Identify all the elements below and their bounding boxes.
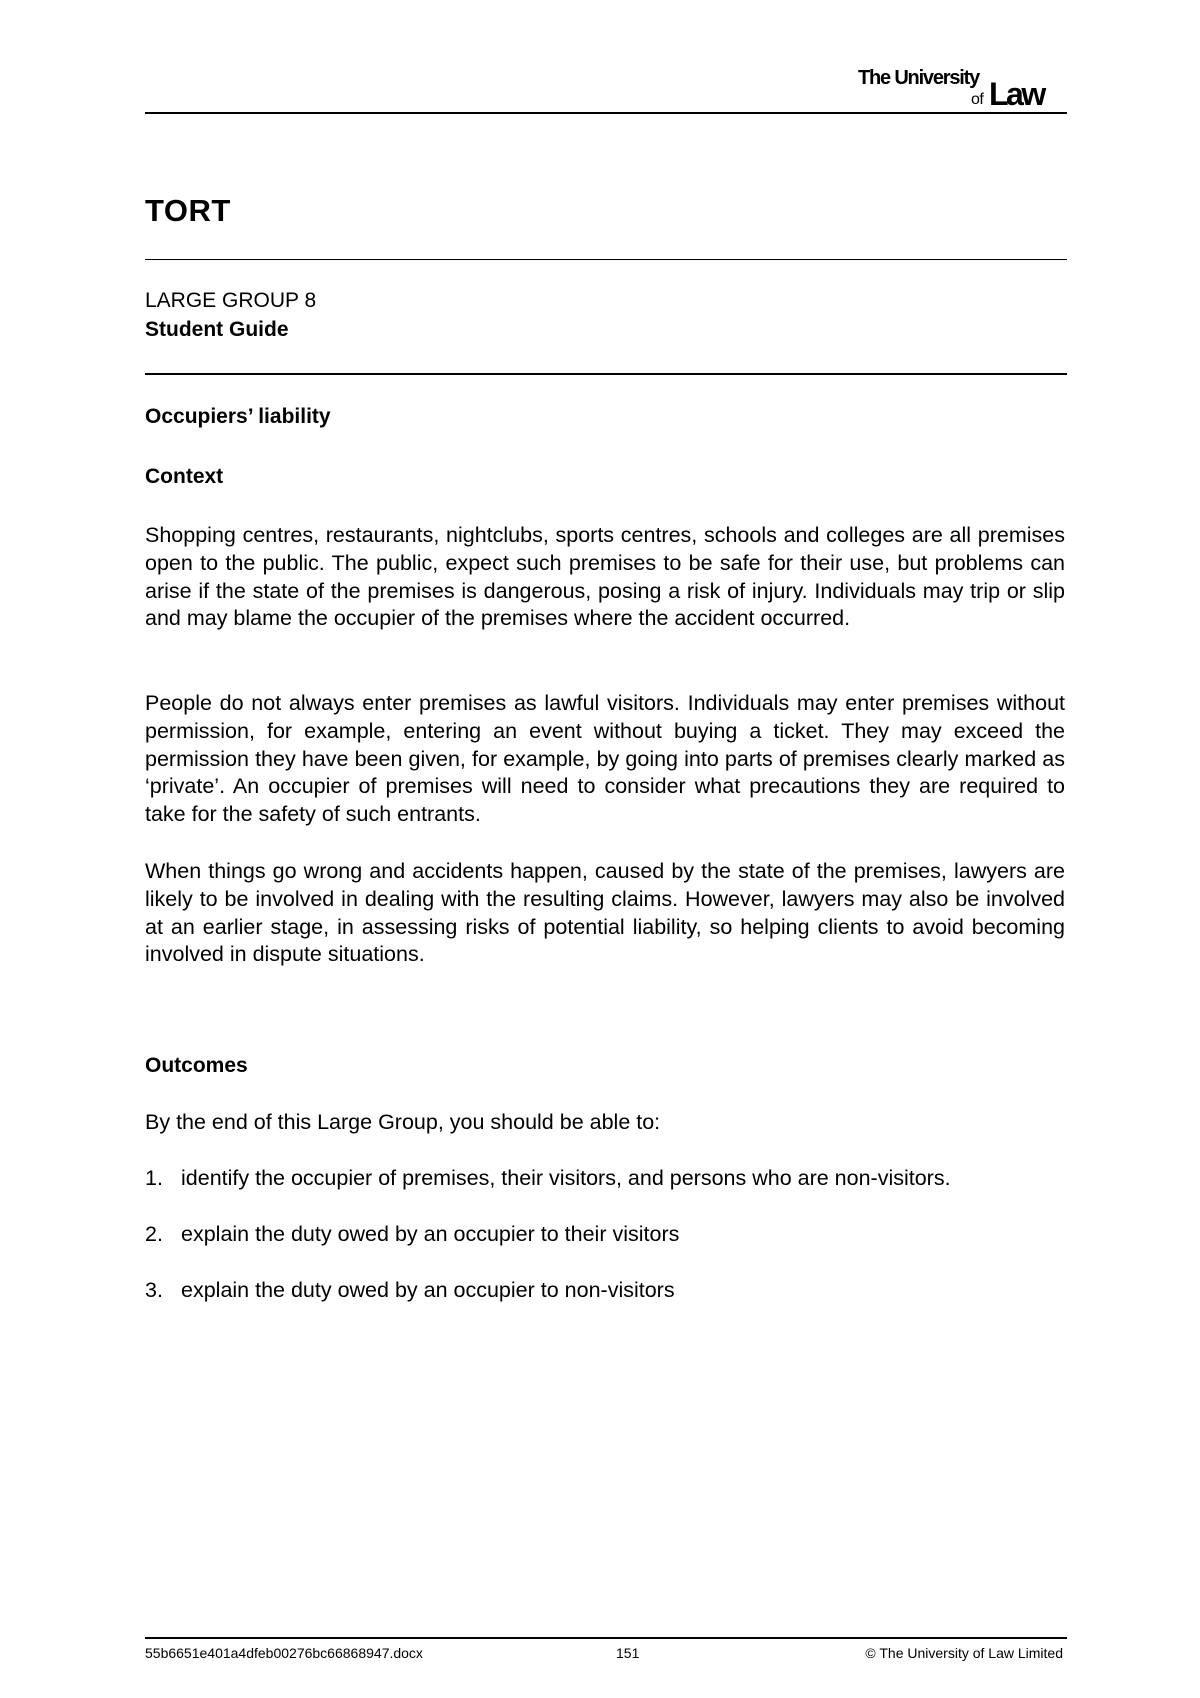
context-paragraph-1: Shopping centres, restaurants, nightclubs, sports centres, schools and colleges are all premises open to the public. The public, expect such premises to be safe for their use, but problems can arise if the state of the premises is dangerous, posing a risk of injury. Individuals may trip or slip and may blame the occupier of the premises where the accident occurred. [145, 523, 1065, 631]
context-paragraph-3: When things go wrong and accidents happen, caused by the state of the premises, lawyers are likely to be involved in dealing with the resulting claims. However, lawyers may also be involved at an earlier stage, in assessing risks of potential liability, so helping clients to avoid becoming involved in dispute situations. [145, 859, 1065, 967]
student-guide-label: Student Guide [145, 318, 289, 341]
outcome-number: 1. [145, 1166, 163, 1190]
footer-copyright: © The University of Law Limited [865, 1645, 1063, 1661]
outcomes-intro: By the end of this Large Group, you should be able to: [145, 1110, 661, 1134]
footer-filename: 55b6651e401a4dfeb00276bc66868947.docx [145, 1645, 423, 1661]
context-heading: Context [145, 465, 224, 488]
outcome-item [145, 1166, 951, 1191]
outcome-number: 3. [145, 1278, 163, 1302]
title-divider [145, 259, 1067, 260]
outcome-text: explain the duty owed by an occupier to their visitors [181, 1222, 680, 1246]
outcome-text: explain the duty owed by an occupier to non-visitors [181, 1278, 675, 1302]
outcomes-heading: Outcomes [145, 1054, 248, 1077]
context-paragraph-2: People do not always enter premises as lawful visitors. Individuals may enter premises without permission, for example, entering an event without buying a ticket. They may exceed the permission they have been given, for example, by going into parts of premises clearly marked as ‘private’. An occupier of premises will need to consider what precautions they are required to take for the safety of such entrants. [145, 691, 1065, 827]
logo-text-of: of [971, 91, 984, 108]
outcome-item [145, 1222, 679, 1247]
footer-divider [145, 1637, 1067, 1639]
logo-text-the-university: The University [858, 67, 980, 89]
document-title: TORT [145, 193, 231, 228]
university-logo [850, 64, 1065, 110]
section-divider [145, 373, 1067, 375]
header-divider [145, 112, 1067, 114]
large-group-label: LARGE GROUP 8 [145, 289, 317, 312]
logo-text-law: Law [989, 76, 1044, 110]
footer-page-number: 151 [616, 1645, 640, 1661]
outcome-item [145, 1278, 675, 1303]
outcome-number: 2. [145, 1222, 163, 1246]
outcome-text: identify the occupier of premises, their visitors, and persons who are non-visitors. [181, 1166, 951, 1190]
topic-heading: Occupiers’ liability [145, 405, 331, 428]
